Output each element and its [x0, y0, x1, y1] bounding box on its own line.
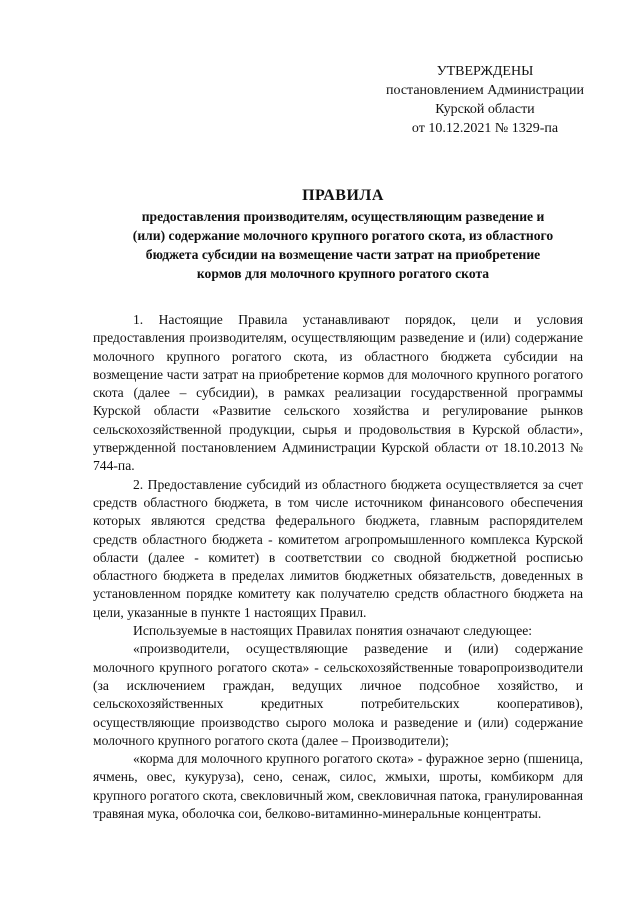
- document-body: [93, 311, 583, 823]
- paragraph-2: 2. Предоставление субсидий из областного бюджета осуществляется за счет средств областного бюджета, в том числе источником финансового обеспечения которых являются средства федерального бюджета, главным распорядителем средств областного бюджета - комитетом агропромышленного комплекса Курской области (далее - комитет) в соответствии со сводной бюджетной росписью областного бюджета в пределах лимитов бюджетных обязательств, доведенных в установленном порядке комитету как получателю средств областного бюджета на цели, указанные в пункте 1 настоящих Правил.: [93, 476, 583, 620]
- approval-stamp: [360, 62, 610, 138]
- document-subtitle-line: бюджета субсидии на возмещение части затрат на приобретение: [145, 247, 541, 262]
- definition-feed: «корма для молочного крупного рогатого скота» - фуражное зерно (пшеница, ячмень, овес, кукуруза), сено, сенаж, силос, жмыхи, шроты, комбикорм для крупного рогатого скота, свекловичный жом, свекловичная патока, гранулированная травяная мука, оболочка сои, белково-витаминно-минеральные концентраты.: [93, 751, 583, 822]
- paragraph-1: 1. Настоящие Правила устанавливают порядок, цели и условия предоставления производителям, осуществляющим разведение и (или) содержание молочного крупного рогатого скота, из областного бюджета субсидии на возмещение части затрат на приобретение кормов для молочного крупного рогатого скота (далее – субсидии), в рамках реализации государственной программы Курской области «Развитие сельского хозяйства и регулирование рынков сельскохозяйственной продукции, сырья и продовольствия в Курской области», утвержденной постановлением Администрации Курской области от 18.10.2013 № 744-па.: [93, 312, 583, 474]
- document-title-block: [88, 185, 598, 283]
- approval-region: Курской области: [435, 102, 535, 117]
- document-subtitle-line: предоставления производителям, осуществляющим разведение и: [141, 209, 545, 224]
- approval-heading: УТВЕРЖДЕНЫ: [436, 64, 534, 79]
- approval-authority: постановлением Администрации: [386, 83, 584, 98]
- definitions-intro: Используемые в настоящих Правилах понятия означают следующее:: [133, 623, 533, 639]
- document-subtitle-line: (или) содержание молочного крупного рогатого скота, из областного: [132, 228, 554, 243]
- definition-producers: «производители, осуществляющие разведение и (или) содержание молочного крупного рогатого скота» - сельскохозяйственные товаропроизводители (за исключением граждан, ведущих личное подсобное хозяйство, и сельскохозяйственных кредитных потребительских кооперативов), осуществляющие производство сырого молока и разведение и (или) содержание молочного крупного рогатого скота (далее – Производители);: [93, 641, 583, 748]
- approval-date-number: от 10.12.2021 № 1329-па: [411, 121, 559, 136]
- document-subtitle-line: кормов для молочного крупного рогатого скота: [196, 266, 490, 281]
- document-title: ПРАВИЛА: [302, 187, 384, 204]
